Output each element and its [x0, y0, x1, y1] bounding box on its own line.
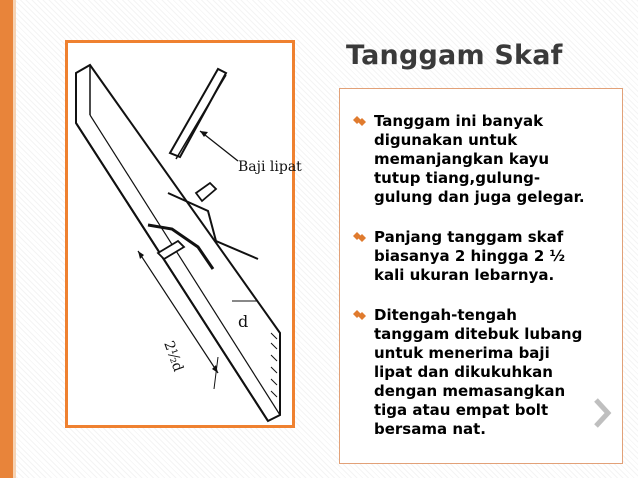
- slide-title: Tanggam Skaf: [346, 40, 563, 71]
- bullet-item: [356, 228, 618, 285]
- bullet-item: [356, 306, 618, 439]
- bullet-text: Ditengah-tengah tanggam ditebuk lubang untuk menerima baji lipat dan dikukuhkan dengan memasangkan tiga atau empat bolt bersama nat.: [374, 306, 583, 438]
- label-length: 2½d: [160, 338, 187, 374]
- label-d: d: [238, 312, 249, 331]
- scarf-joint-figure: [65, 40, 302, 428]
- baji-leader-line: [200, 131, 238, 161]
- label-baji-lipat: Baji lipat: [238, 159, 302, 175]
- diamond-bullet-icon: [353, 116, 369, 128]
- scarf-joint-drawing: [68, 43, 302, 425]
- diamond-bullet-icon: [353, 232, 369, 244]
- wedge-joint: [196, 183, 216, 201]
- bullet-list-box: [339, 88, 623, 464]
- bullet-item: [356, 112, 618, 207]
- diamond-bullet-icon: [353, 310, 369, 322]
- accent-side-line: [13, 0, 16, 478]
- accent-side-bar: [0, 0, 13, 478]
- bullet-text: Tanggam ini banyak digunakan untuk memanjangkan kayu tutup tiang,gulung- gulung dan juga gelegar.: [374, 112, 585, 206]
- bullet-text: Panjang tanggam skaf biasanya 2 hingga 2 ½ kali ukuran lebarnya.: [374, 228, 566, 284]
- chevron-right-icon[interactable]: [590, 398, 614, 428]
- wedge-top: [170, 69, 226, 157]
